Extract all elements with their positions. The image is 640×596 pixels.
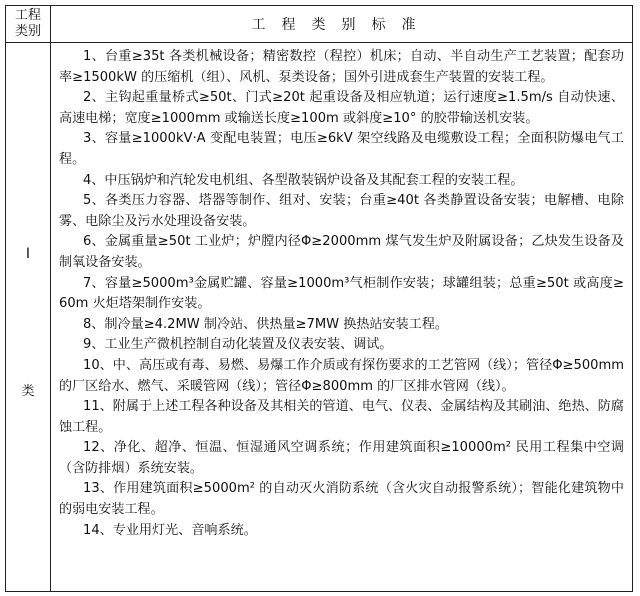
standard-item: 2、主钩起重量桥式≥50t、门式≥20t 起重设备及相应轨道；运行速度≥1.5m/s 自动快速、高速电梯；宽度≥1000mm 或输送长度≥100m 或斜度≥10° 的胶带输送机安装。 xyxy=(59,90,624,126)
standard-item: 6、金属重量≥50t 工业炉；炉膛内径Φ≥2000mm 煤气发生炉及附属设备；乙炔发生设备及制氧设备安装。 xyxy=(59,234,624,270)
standards-table xyxy=(5,5,633,592)
header-category-line2: 类别 xyxy=(14,24,41,39)
standard-item: 8、制冷量≥4.2MW 制冷站、供热量≥7MW 换热站安装工程。 xyxy=(83,316,449,332)
standard-item: 7、容量≥5000m³金属贮罐、容量≥1000m³气柜制作安装；球罐组装；总重≥50t 或高度≥60m 火炬塔架制作安装。 xyxy=(59,275,624,312)
standard-item: 1、台重≥35t 各类机械设备；精密数控（程控）机床；自动、半自动生产工艺装置；配套功率≥1500kW 的压缩机（组）、风机、泵类设备；国外引进成套生产装置的安装工程。 xyxy=(59,49,624,85)
category-numeral: I xyxy=(25,246,31,262)
standards-list xyxy=(51,43,632,541)
standard-item: 13、作用建筑面积≥5000m² 的自动灭火消防系统（含火灾自动报警系统）；智能化建筑物中的弱电安装工程。 xyxy=(59,481,624,518)
header-category-cell xyxy=(6,6,50,42)
standard-item: 9、工业生产微机控制自动化装置及仪表安装、调试。 xyxy=(83,337,393,353)
standard-item: 5、各类压力容器、塔器等制作、组对、安装；台重≥40t 各类静置设备安装；电解槽、电除雾、电除尘及污水处理设备安装。 xyxy=(59,193,624,229)
standard-item: 14、专业用灯光、音响系统。 xyxy=(83,522,257,538)
standard-item: 12、净化、超净、恒温、恒湿通风空调系统；作用建筑面积≥10000m² 民用工程集中空调（含防排烟）系统安装。 xyxy=(59,440,624,476)
header-category-line1: 工程 xyxy=(14,8,41,23)
table-header-row xyxy=(6,6,632,43)
category-suffix: 类 xyxy=(21,384,35,399)
standard-item: 3、容量≥1000kV·A 变配电装置；电压≥6kV 架空线路及电缆敷设工程；全面积防爆电气工程。 xyxy=(59,131,624,167)
standard-item: 10、中、高压或有毒、易燃、易爆工作介质或有探伤要求的工艺管网（线）；管径Φ≥500mm 的厂区给水、燃气、采暖管网（线）；管径Φ≥800mm 的厂区排水管网（线）。 xyxy=(59,357,624,394)
header-title: 工程类别标准 xyxy=(251,17,432,33)
standard-item: 11、附属于上述工程各种设备及其相关的管道、电气、仪表、金属结构及其刷油、绝热、防腐蚀工程。 xyxy=(59,399,624,435)
standard-item: 4、中压锅炉和汽轮发电机组、各型散装锅炉设备及其配套工程的安装工程。 xyxy=(83,172,524,188)
